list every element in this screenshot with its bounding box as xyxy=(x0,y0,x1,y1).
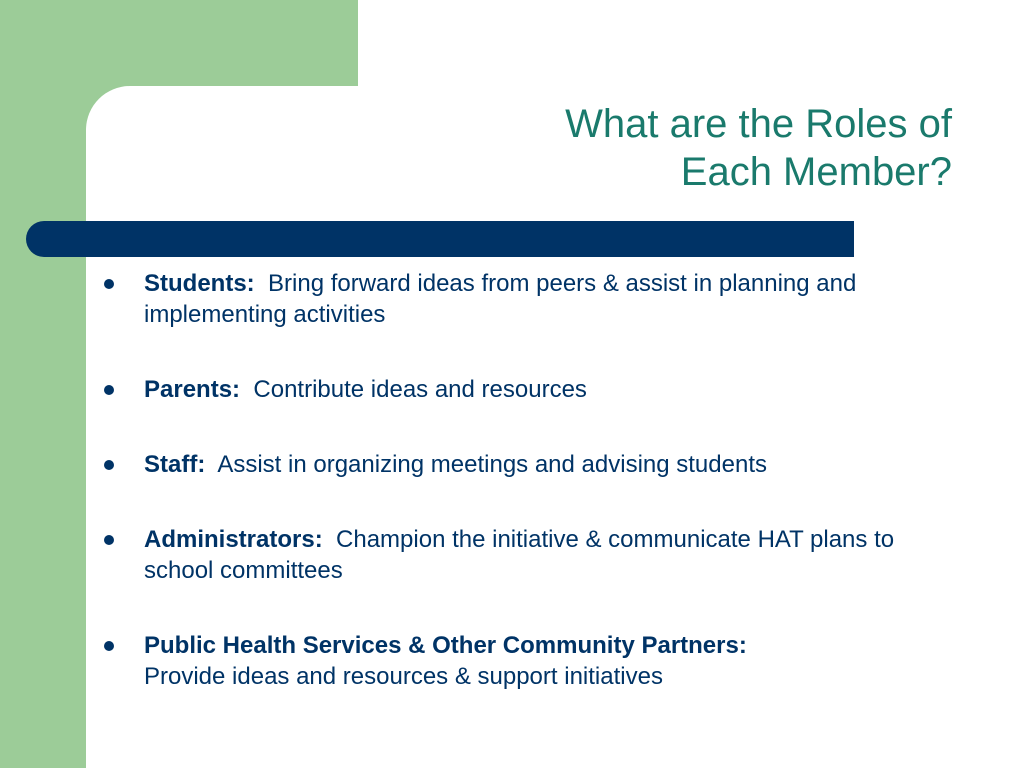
item-text: Contribute ideas and resources xyxy=(253,376,587,403)
list-item-parents xyxy=(104,374,934,405)
title-line-2: Each Member? xyxy=(680,150,952,194)
slide-title xyxy=(565,100,952,196)
item-text: Provide ideas and resources & support initiatives xyxy=(144,663,663,690)
bullet-icon xyxy=(104,641,114,651)
bullet-icon xyxy=(104,279,114,289)
title-divider-bar xyxy=(26,221,854,257)
title-line-1: What are the Roles of xyxy=(565,102,952,146)
bullet-icon xyxy=(104,385,114,395)
bullet-icon xyxy=(104,460,114,470)
item-label: Parents: xyxy=(144,376,241,403)
list-item-community-partners xyxy=(104,630,934,692)
item-label: Public Health Services & Other Community Partners: xyxy=(144,632,747,659)
item-label: Staff: xyxy=(144,451,206,478)
item-text: Bring forward ideas from peers & assist in planning and implementing activities xyxy=(144,270,857,328)
bullet-icon xyxy=(104,535,114,545)
item-label: Students: xyxy=(144,270,255,297)
list-item-students xyxy=(104,268,934,330)
roles-list xyxy=(104,268,934,736)
item-text: Champion the initiative & communicate HAT plans to school committees xyxy=(144,526,895,584)
item-text: Assist in organizing meetings and advising students xyxy=(217,451,767,478)
white-top-area xyxy=(358,0,1024,90)
list-item-administrators xyxy=(104,524,934,586)
item-label: Administrators: xyxy=(144,526,323,553)
green-decor-block xyxy=(0,0,358,88)
list-item-staff xyxy=(104,449,934,480)
